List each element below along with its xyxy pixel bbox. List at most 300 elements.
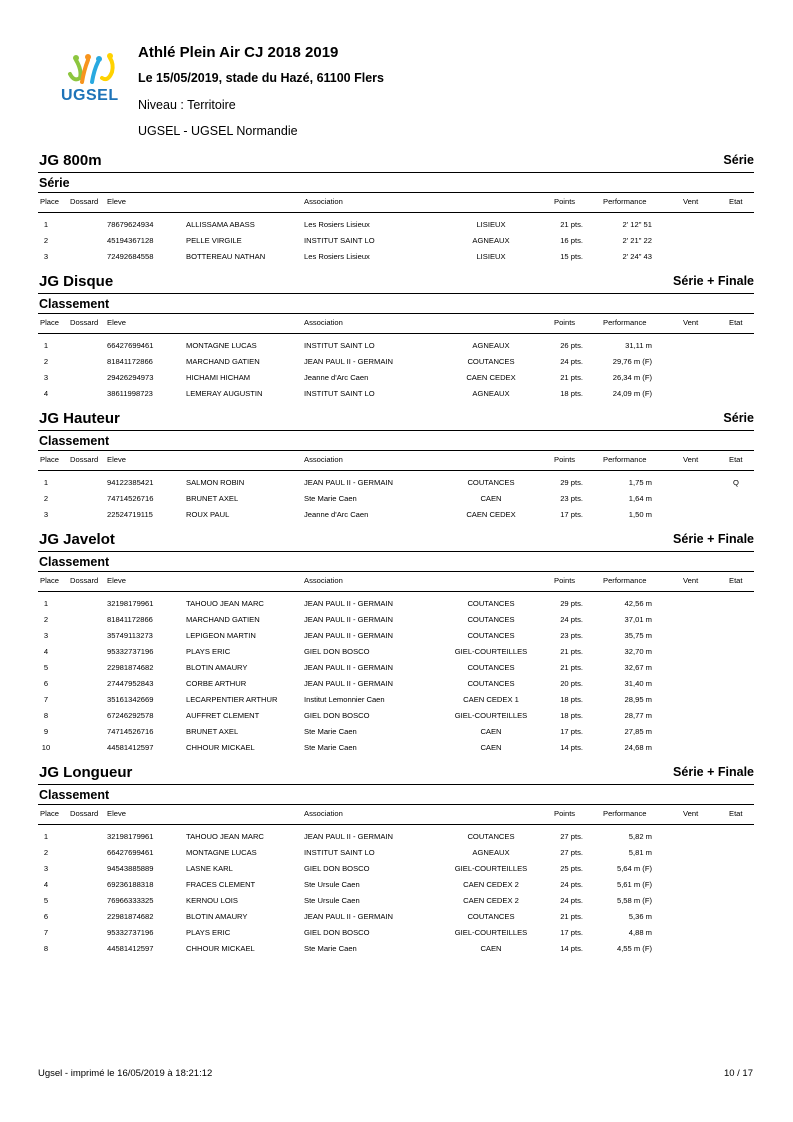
points-cell: 21 pts. (560, 647, 583, 656)
column-headers (38, 572, 754, 592)
dossard-number-cell: 45194367128 (107, 236, 154, 245)
event-title: JG 800m (39, 152, 102, 169)
section-gap (38, 265, 754, 272)
place-cell: 3 (43, 252, 49, 261)
column-header-etat: Etat (729, 455, 743, 464)
place-cell: 1 (43, 599, 49, 608)
points-cell: 23 pts. (560, 631, 583, 640)
city-cell: CAEN CEDEX 1 (463, 695, 519, 704)
points-cell: 14 pts. (560, 743, 583, 752)
table-row (38, 612, 754, 628)
association-cell: GIEL DON BOSCO (304, 864, 370, 873)
table-row (38, 740, 754, 756)
table-row (38, 475, 754, 491)
association-cell: GIEL DON BOSCO (304, 647, 370, 656)
association-cell: JEAN PAUL II - GERMAIN (304, 679, 394, 688)
city-cell: GIEL-COURTEILLES (454, 647, 528, 656)
association-cell: GIEL DON BOSCO (304, 928, 370, 937)
athlete-name-cell: BLOTIN AMAURY (186, 912, 248, 921)
dossard-number-cell: 66427699461 (107, 341, 154, 350)
place-cell: 1 (43, 341, 49, 350)
place-cell: 10 (41, 743, 51, 752)
place-cell: 2 (43, 357, 49, 366)
association-cell: Ste Marie Caen (304, 944, 357, 953)
place-cell: 8 (43, 944, 49, 953)
dossard-number-cell: 76966333325 (107, 896, 154, 905)
city-cell: AGNEAUX (472, 848, 510, 857)
event-title: JG Disque (39, 273, 114, 290)
event-type: Série + Finale (673, 765, 754, 779)
document-title: Athlé Plein Air CJ 2018 2019 (138, 44, 339, 61)
association-cell: Jeanne d'Arc Caen (304, 373, 369, 382)
column-header-eleve: Eleve (107, 318, 126, 327)
print-info: Ugsel - imprimé le 16/05/2019 à 18:21:12 (38, 1068, 213, 1079)
points-cell: 17 pts. (560, 727, 583, 736)
dossard-number-cell: 66427699461 (107, 848, 154, 857)
association-cell: JEAN PAUL II - GERMAIN (304, 663, 394, 672)
place-cell: 1 (43, 220, 49, 229)
dossard-number-cell: 95332737196 (107, 647, 154, 656)
points-cell: 14 pts. (560, 944, 583, 953)
performance-cell: 32,70 m (624, 647, 652, 656)
points-cell: 25 pts. (560, 864, 583, 873)
points-cell: 27 pts. (560, 832, 583, 841)
points-cell: 16 pts. (560, 236, 583, 245)
city-cell: CAEN CEDEX (466, 510, 516, 519)
column-headers (38, 193, 754, 213)
dossard-number-cell: 44581412597 (107, 743, 154, 752)
section-subheader (38, 173, 754, 193)
points-cell: 18 pts. (560, 711, 583, 720)
place-cell: 5 (43, 896, 49, 905)
section-gap (38, 523, 754, 530)
event-type: Série (723, 153, 754, 167)
athlete-name-cell: PLAYS ERIC (186, 928, 231, 937)
association-cell: Ste Ursule Caen (304, 896, 360, 905)
association-cell: JEAN PAUL II - GERMAIN (304, 832, 394, 841)
event-type: Série + Finale (673, 274, 754, 288)
association-cell: Les Rosiers Lisieux (304, 252, 370, 261)
dossard-number-cell: 32198179961 (107, 599, 154, 608)
athlete-name-cell: BRUNET AXEL (186, 494, 239, 503)
points-cell: 24 pts. (560, 357, 583, 366)
performance-cell: 37,01 m (624, 615, 652, 624)
table-row (38, 724, 754, 740)
column-headers (38, 451, 754, 471)
athlete-name-cell: FRACES CLEMENT (186, 880, 256, 889)
section-subheader (38, 552, 754, 572)
association-cell: JEAN PAUL II - GERMAIN (304, 599, 394, 608)
table-row (38, 941, 754, 957)
page-header (0, 0, 793, 150)
athlete-name-cell: AUFFRET CLEMENT (186, 711, 260, 720)
dossard-number-cell: 32198179961 (107, 832, 154, 841)
organization: UGSEL - UGSEL Normandie (138, 124, 298, 138)
city-cell: COUTANCES (467, 912, 515, 921)
city-cell: COUTANCES (467, 478, 515, 487)
city-cell: GIEL-COURTEILLES (454, 711, 528, 720)
performance-cell: 5,82 m (628, 832, 652, 841)
association-cell: INSTITUT SAINT LO (304, 236, 375, 245)
column-header-points: Points (554, 809, 576, 818)
athlete-name-cell: CORBE ARTHUR (186, 679, 247, 688)
event-title: JG Longueur (39, 764, 133, 781)
table-row (38, 354, 754, 370)
table-row (38, 338, 754, 354)
performance-cell: 27,85 m (624, 727, 652, 736)
section-gap (38, 402, 754, 409)
section-subtitle: Classement (39, 788, 110, 802)
column-header-association: Association (304, 455, 343, 464)
dossard-number-cell: 81841172866 (107, 615, 153, 624)
event-section (38, 409, 754, 530)
dossard-number-cell: 35749113273 (107, 631, 153, 640)
column-header-vent: Vent (683, 318, 699, 327)
section-gap (38, 756, 754, 763)
performance-cell: 5,61 m (F) (616, 880, 652, 889)
column-header-vent: Vent (683, 576, 699, 585)
performance-cell: 5,58 m (F) (616, 896, 652, 905)
association-cell: Ste Marie Caen (304, 743, 357, 752)
place-cell: 4 (43, 389, 49, 398)
performance-cell: 31,11 m (625, 341, 652, 350)
event-section (38, 530, 754, 763)
points-cell: 21 pts. (560, 663, 583, 672)
dossard-number-cell: 22981874682 (107, 912, 154, 921)
association-cell: Ste Ursule Caen (304, 880, 360, 889)
dossard-number-cell: 78679624934 (107, 220, 154, 229)
table-row (38, 845, 754, 861)
column-header-dossard: Dossard (70, 455, 99, 464)
table-row (38, 925, 754, 941)
dossard-number-cell: 22524719115 (107, 510, 153, 519)
athlete-name-cell: BOTTEREAU NATHAN (186, 252, 266, 261)
athlete-name-cell: MONTAGNE LUCAS (186, 848, 257, 857)
event-section (38, 272, 754, 409)
event-header (38, 763, 754, 785)
performance-cell: 26,34 m (F) (612, 373, 652, 382)
event-title: JG Hauteur (39, 410, 120, 427)
dossard-number-cell: 44581412597 (107, 944, 154, 953)
column-header-performance: Performance (603, 197, 647, 206)
table-row (38, 692, 754, 708)
event-title: JG Javelot (39, 531, 115, 548)
points-cell: 21 pts. (560, 373, 583, 382)
section-subtitle: Série (39, 176, 70, 190)
place-cell: 5 (43, 663, 49, 672)
performance-cell: 24,09 m (F) (612, 389, 652, 398)
section-subtitle: Classement (39, 297, 110, 311)
place-cell: 2 (43, 494, 49, 503)
place-cell: 3 (43, 864, 49, 873)
performance-cell: 42,56 m (624, 599, 652, 608)
city-cell: CAEN (480, 494, 502, 503)
dossard-number-cell: 94122385421 (107, 478, 154, 487)
place-cell: 1 (43, 478, 49, 487)
athlete-name-cell: MARCHAND GATIEN (186, 615, 260, 624)
city-cell: GIEL-COURTEILLES (454, 928, 528, 937)
athlete-name-cell: BRUNET AXEL (186, 727, 239, 736)
table-row (38, 370, 754, 386)
events-list (38, 151, 754, 957)
place-cell: 2 (43, 236, 49, 245)
dossard-number-cell: 67246292578 (107, 711, 154, 720)
athlete-name-cell: LEPIGEON MARTIN (186, 631, 256, 640)
performance-cell: 31,40 m (624, 679, 652, 688)
place-cell: 6 (43, 912, 49, 921)
table-row (38, 893, 754, 909)
column-header-vent: Vent (683, 455, 699, 464)
points-cell: 24 pts. (560, 896, 583, 905)
city-cell: CAEN CEDEX 2 (463, 896, 519, 905)
performance-cell: 1,75 m (628, 478, 652, 487)
points-cell: 23 pts. (560, 494, 583, 503)
association-cell: Ste Marie Caen (304, 494, 357, 503)
city-cell: AGNEAUX (472, 341, 510, 350)
place-cell: 3 (43, 631, 49, 640)
place-cell: 6 (43, 679, 49, 688)
dossard-number-cell: 74714526716 (107, 494, 154, 503)
dossard-number-cell: 94543885889 (107, 864, 154, 873)
athlete-name-cell: CHHOUR MICKAEL (186, 944, 255, 953)
column-header-vent: Vent (683, 197, 699, 206)
city-cell: AGNEAUX (472, 389, 510, 398)
column-header-eleve: Eleve (107, 576, 126, 585)
association-cell: JEAN PAUL II - GERMAIN (304, 912, 394, 921)
column-header-performance: Performance (603, 455, 647, 464)
table-row (38, 217, 754, 233)
athlete-name-cell: KERNOU LOIS (186, 896, 238, 905)
points-cell: 26 pts. (560, 341, 583, 350)
athlete-name-cell: MONTAGNE LUCAS (186, 341, 257, 350)
performance-cell: 24,68 m (624, 743, 652, 752)
performance-cell: 2' 21" 22 (622, 236, 652, 245)
table-row (38, 829, 754, 845)
performance-cell: 4,55 m (F) (616, 944, 652, 953)
column-header-etat: Etat (729, 318, 743, 327)
event-section (38, 763, 754, 957)
place-cell: 4 (43, 880, 49, 889)
performance-cell: 1,50 m (628, 510, 652, 519)
column-header-dossard: Dossard (70, 197, 99, 206)
dossard-number-cell: 74714526716 (107, 727, 154, 736)
table-row (38, 877, 754, 893)
table-row (38, 249, 754, 265)
association-cell: Les Rosiers Lisieux (304, 220, 370, 229)
points-cell: 18 pts. (560, 389, 583, 398)
table-row (38, 233, 754, 249)
athlete-name-cell: SALMON ROBIN (186, 478, 245, 487)
section-subheader (38, 785, 754, 805)
column-header-eleve: Eleve (107, 197, 126, 206)
column-header-points: Points (554, 197, 576, 206)
city-cell: COUTANCES (467, 663, 515, 672)
points-cell: 27 pts. (560, 848, 583, 857)
page-number: 10 / 17 (723, 1068, 753, 1079)
association-cell: Institut Lemonnier Caen (304, 695, 385, 704)
event-header (38, 151, 754, 173)
column-header-points: Points (554, 318, 576, 327)
city-cell: AGNEAUX (472, 236, 510, 245)
status-cell: Q (733, 478, 739, 487)
athlete-name-cell: LEMERAY AUGUSTIN (186, 389, 263, 398)
athlete-name-cell: TAHOUO JEAN MARC (186, 832, 264, 841)
column-header-place: Place (40, 318, 59, 327)
performance-cell: 5,81 m (628, 848, 652, 857)
event-header (38, 409, 754, 431)
table-row (38, 676, 754, 692)
section-subheader (38, 431, 754, 451)
table-row (38, 861, 754, 877)
column-header-association: Association (304, 197, 343, 206)
place-cell: 8 (43, 711, 49, 720)
points-cell: 20 pts. (560, 679, 583, 688)
column-header-eleve: Eleve (107, 455, 126, 464)
city-cell: CAEN (480, 743, 502, 752)
association-cell: JEAN PAUL II - GERMAIN (304, 615, 394, 624)
dossard-number-cell: 69236188318 (107, 880, 154, 889)
performance-cell: 28,95 m (624, 695, 652, 704)
table-row (38, 909, 754, 925)
place-cell: 7 (43, 928, 49, 937)
column-header-place: Place (40, 576, 59, 585)
column-headers (38, 314, 754, 334)
column-header-performance: Performance (603, 809, 647, 818)
column-headers (38, 805, 754, 825)
city-cell: COUTANCES (467, 832, 515, 841)
city-cell: CAEN CEDEX (466, 373, 516, 382)
column-header-place: Place (40, 455, 59, 464)
column-header-association: Association (304, 576, 343, 585)
athlete-name-cell: ROUX PAUL (186, 510, 230, 519)
dossard-number-cell: 22981874682 (107, 663, 154, 672)
column-header-dossard: Dossard (70, 576, 99, 585)
column-header-place: Place (40, 197, 59, 206)
place-cell: 4 (43, 647, 49, 656)
association-cell: JEAN PAUL II - GERMAIN (304, 631, 394, 640)
athlete-name-cell: PLAYS ERIC (186, 647, 231, 656)
table-row (38, 507, 754, 523)
section-subheader (38, 294, 754, 314)
column-header-performance: Performance (603, 576, 647, 585)
column-header-place: Place (40, 809, 59, 818)
table-row (38, 660, 754, 676)
column-header-vent: Vent (683, 809, 699, 818)
association-cell: INSTITUT SAINT LO (304, 341, 375, 350)
athlete-name-cell: MARCHAND GATIEN (186, 357, 260, 366)
column-header-eleve: Eleve (107, 809, 126, 818)
city-cell: COUTANCES (467, 631, 515, 640)
event-header (38, 530, 754, 552)
association-cell: Ste Marie Caen (304, 727, 357, 736)
athlete-name-cell: LASNE KARL (186, 864, 233, 873)
event-type: Série (723, 411, 754, 425)
dossard-number-cell: 27447952843 (107, 679, 154, 688)
event-header (38, 272, 754, 294)
performance-cell: 29,76 m (F) (612, 357, 652, 366)
column-header-etat: Etat (729, 576, 743, 585)
place-cell: 3 (43, 373, 49, 382)
column-header-etat: Etat (729, 809, 743, 818)
city-cell: CAEN CEDEX 2 (463, 880, 519, 889)
athlete-name-cell: BLOTIN AMAURY (186, 663, 248, 672)
section-subtitle: Classement (39, 555, 110, 569)
points-cell: 21 pts. (560, 912, 583, 921)
column-header-dossard: Dossard (70, 318, 99, 327)
athlete-name-cell: CHHOUR MICKAEL (186, 743, 255, 752)
points-cell: 17 pts. (560, 510, 583, 519)
table-row (38, 386, 754, 402)
dossard-number-cell: 29426294973 (107, 373, 154, 382)
athlete-name-cell: PELLE VIRGILE (186, 236, 242, 245)
points-cell: 29 pts. (560, 599, 583, 608)
place-cell: 9 (43, 727, 49, 736)
performance-cell: 28,77 m (624, 711, 652, 720)
place-cell: 2 (43, 615, 49, 624)
city-cell: COUTANCES (467, 599, 515, 608)
event-section (38, 151, 754, 272)
points-cell: 18 pts. (560, 695, 583, 704)
points-cell: 17 pts. (560, 928, 583, 937)
association-cell: JEAN PAUL II - GERMAIN (304, 357, 394, 366)
performance-cell: 35,75 m (624, 631, 652, 640)
performance-cell: 2' 12" 51 (622, 220, 652, 229)
table-row (38, 628, 754, 644)
city-cell: COUTANCES (467, 615, 515, 624)
performance-cell: 4,88 m (628, 928, 652, 937)
place-cell: 2 (43, 848, 49, 857)
association-cell: INSTITUT SAINT LO (304, 848, 375, 857)
dossard-number-cell: 38611998723 (107, 389, 153, 398)
city-cell: LISIEUX (476, 252, 506, 261)
points-cell: 15 pts. (560, 252, 583, 261)
city-cell: COUTANCES (467, 357, 515, 366)
performance-cell: 2' 24" 43 (622, 252, 652, 261)
city-cell: COUTANCES (467, 679, 515, 688)
level: Niveau : Territoire (138, 98, 236, 112)
column-header-points: Points (554, 576, 576, 585)
points-cell: 24 pts. (560, 880, 583, 889)
section-subtitle: Classement (39, 434, 110, 448)
athlete-name-cell: LECARPENTIER ARTHUR (186, 695, 278, 704)
association-cell: GIEL DON BOSCO (304, 711, 370, 720)
city-cell: CAEN (480, 944, 502, 953)
column-header-performance: Performance (603, 318, 647, 327)
date-place: Le 15/05/2019, stade du Hazé, 61100 Flers (138, 71, 384, 85)
performance-cell: 32,67 m (624, 663, 652, 672)
dossard-number-cell: 95332737196 (107, 928, 154, 937)
performance-cell: 5,64 m (F) (616, 864, 652, 873)
association-cell: INSTITUT SAINT LO (304, 389, 375, 398)
athlete-name-cell: ALLISSAMA ABASS (186, 220, 255, 229)
dossard-number-cell: 81841172866 (107, 357, 153, 366)
athlete-name-cell: TAHOUO JEAN MARC (186, 599, 264, 608)
city-cell: LISIEUX (476, 220, 506, 229)
points-cell: 29 pts. (560, 478, 583, 487)
table-row (38, 644, 754, 660)
column-header-association: Association (304, 809, 343, 818)
points-cell: 24 pts. (560, 615, 583, 624)
athlete-name-cell: HICHAMI HICHAM (186, 373, 251, 382)
table-row (38, 708, 754, 724)
city-cell: GIEL-COURTEILLES (454, 864, 528, 873)
column-header-association: Association (304, 318, 343, 327)
event-type: Série + Finale (673, 532, 754, 546)
place-cell: 3 (43, 510, 49, 519)
dossard-number-cell: 35161342669 (107, 695, 154, 704)
column-header-points: Points (554, 455, 576, 464)
column-header-dossard: Dossard (70, 809, 99, 818)
